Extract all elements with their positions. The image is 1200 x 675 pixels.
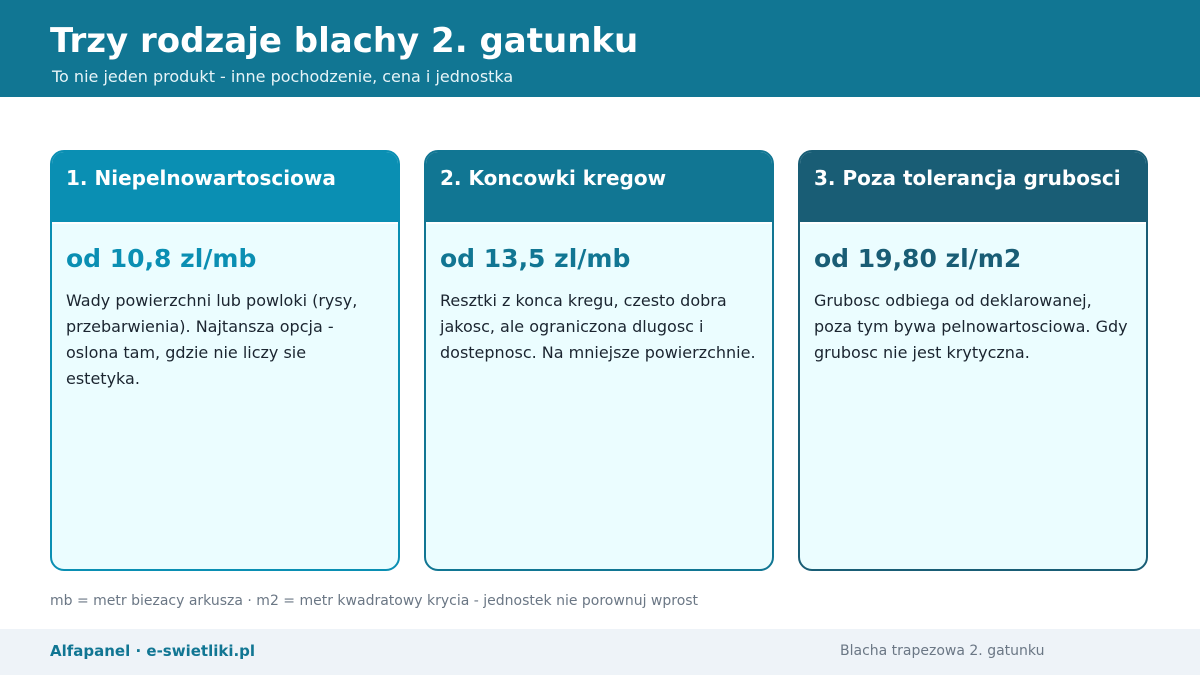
- card-price: od 19,80 zl/m2: [814, 244, 1022, 273]
- card-description: Grubosc odbiega od deklarowanej, poza tym bywa pelnowartosciowa. Gdy grubosc nie jest krytyczna.: [814, 291, 1128, 362]
- card-poza-tolerancja: [798, 150, 1148, 571]
- card-price: od 13,5 zl/mb: [440, 244, 631, 273]
- header-banner: [0, 0, 1200, 97]
- card-niepelnowartosciowa: [50, 150, 400, 571]
- card-header: [800, 152, 1146, 224]
- card-header: [52, 152, 398, 224]
- card-description: Wady powierzchni lub powloki (rysy, przebarwienia). Najtansza opcja - oslona tam, gdzie nie liczy sie estetyka.: [66, 291, 358, 388]
- card-title: 3. Poza tolerancja grubosci: [814, 166, 1121, 190]
- footer-right-note: Blacha trapezowa 2. gatunku: [840, 643, 1045, 659]
- page-title: Trzy rodzaje blachy 2. gatunku: [50, 21, 639, 61]
- card-price: od 10,8 zl/mb: [66, 244, 257, 273]
- card-header: [426, 152, 772, 224]
- card-title: 1. Niepelnowartosciowa: [66, 166, 336, 190]
- footer-brand: Alfapanel · e-swietliki.pl: [50, 642, 256, 660]
- card-description: Resztki z konca kregu, czesto dobra jakosc, ale ograniczona dlugosc i dostepnosc. Na mniejsze powierzchnie.: [440, 291, 756, 362]
- footer-bar: [0, 629, 1200, 675]
- units-footnote: mb = metr biezacy arkusza · m2 = metr kwadratowy krycia - jednostek nie porownuj wprost: [50, 593, 699, 609]
- card-title: 2. Koncowki kregow: [440, 166, 667, 190]
- page-subtitle: To nie jeden produkt - inne pochodzenie, cena i jednostka: [52, 67, 514, 86]
- card-koncowki-kregow: [424, 150, 774, 571]
